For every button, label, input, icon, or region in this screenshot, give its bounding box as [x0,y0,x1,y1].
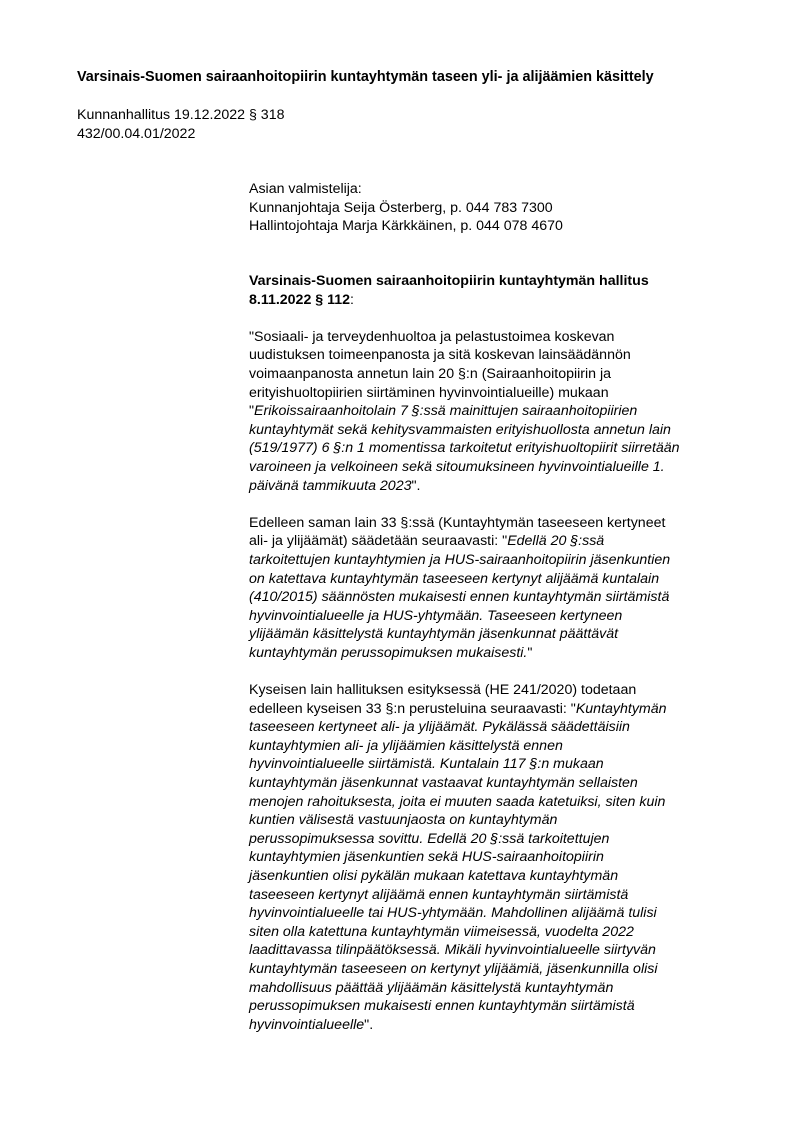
document-title: Varsinais-Suomen sairaanhoitopiirin kuntayhtymän taseen yli- ja alijäämien käsittely [77,69,654,85]
quoted-text: päivänä tammikuuta 2023 [249,477,412,494]
quoted-text: laadittavassa tilinpäätöksessä. Mikäli hyvinvointialueelle siirtyvän [249,942,656,959]
body-text-run: edelleen kyseisen 33 §:n perusteluina seuraavasti: " [249,700,576,717]
paragraph-line [249,532,729,551]
quoted-text: menojen rahoituksesta, joita ei muuten saada katetuiksi, siten kuin [249,793,666,810]
paragraph-line [249,774,729,793]
quoted-text: Erikoissairaanhoitolain 7 §:ssä mainittujen sairaanhoitopiirien [254,403,638,420]
paragraph-line [249,365,729,384]
quoted-text: hyvinvointialueelle siirtämistä. Kuntalain 117 §:n mukaan [249,756,604,773]
paragraph-line [249,793,729,812]
body-text-run: ali- ja ylijäämät) säädetään seuraavasti: " [249,533,508,550]
quoted-text: kuntayhtymän perussopimuksen mukaisesti. [249,644,528,661]
body-text-run: " [249,403,255,420]
quoted-text: hyvinvointialueelle [249,1016,365,1033]
quoted-text: taseeseen kertynyt alijäämä ennen kuntayhtymän siirtämistä [249,886,629,903]
board-title: Varsinais-Suomen sairaanhoitopiirin kuntayhtymän hallitus [249,273,649,289]
quoted-text: (519/1977) 6 §:n 1 momentissa tarkoitetut erityishuoltopiirit siirretään [249,440,680,457]
paragraph-line [249,607,729,626]
paragraph-line [249,737,729,756]
preparer-line: Kunnanjohtaja Seija Österberg, p. 044 783 7300 [249,199,553,216]
body-text-run: "Sosiaali- ja terveydenhuoltoa ja pelastustoimea koskevan [249,328,615,345]
paragraph-line [249,941,729,960]
paragraph-line [249,328,729,347]
paragraph-line [249,1016,729,1035]
quoted-text: Kuntayhtymän [575,700,667,717]
quoted-text: tarkoitettujen kuntayhtymien ja HUS-sairaanhoitopiirin jäsenkuntien [249,551,671,568]
paragraph-line [249,551,729,570]
paragraph-line [249,755,729,774]
quoted-text: kuntien välisestä vastuunjaosta on kuntayhtymän [249,812,558,829]
paragraph-line [249,997,729,1016]
paragraph-line [249,923,729,942]
paragraph-line [249,384,729,403]
quoted-text: kuntayhtymien jäsenkuntien sekä HUS-sairaanhoitopiirin [249,849,604,866]
board-section [249,272,729,1034]
paragraph-line [249,848,729,867]
quoted-text: taseeseen kertyneet ali- ja ylijäämät. Pykälässä säädettäisiin [249,719,630,736]
quoted-text: varoineen ja velkoineen sekä sitoumuksineen hyvinvointialueille 1. [249,458,665,475]
body-text-run: erityishuoltopiirien siirtäminen hyvinvointialueille) mukaan [249,384,609,401]
quoted-text: hyvinvointialueelle ja HUS-yhtymään. Taseeseen kertyneen [249,607,623,624]
preparer-heading: Asian valmistelija: [249,181,362,197]
body-text-run: ". [364,1016,374,1033]
paragraph-line [249,421,729,440]
paragraph-line [249,979,729,998]
paragraph-line [249,867,729,886]
preparer-line: Hallintojohtaja Marja Kärkkäinen, p. 044 078 4670 [249,218,563,235]
meeting-info [77,106,284,143]
paragraph-line [249,625,729,644]
paragraph-line [249,570,729,589]
paragraph-line [249,588,729,607]
paragraph-line [249,458,729,477]
quoted-text: ylijäämän käsittelystä kuntayhtymän jäsenkunnat päättävät [249,626,619,643]
quoted-text: kuntayhtymän jäsenkunnat vastaavat kuntayhtymän sellaisten [249,775,638,792]
quoted-text: hyvinvointialueelle tai HUS-yhtymään. Mahdollinen alijäämä tulisi [249,905,657,922]
body-text-run: ". [411,477,421,494]
board-decision-ref [249,291,729,310]
quoted-text: (410/2015) säännösten mukaisesti ennen kuntayhtymän siirtämistä [249,589,670,606]
quoted-text: kuntayhtymät sekä kehitysvammaisten erityishuollosta annetun lain [249,421,671,438]
paragraph-line [249,644,729,663]
reference-number: 432/00.04.01/2022 [77,125,196,142]
body-text-run: " [527,644,533,661]
paragraph-line [249,904,729,923]
paragraph-line [249,477,729,496]
quoted-text: siten olla katettuna kuntayhtymän viimeisessä, vuodelta 2022 [249,923,634,940]
preparer-block [249,180,729,236]
quoted-text: kuntayhtymien ali- ja ylijäämien käsittelystä ennen [249,737,563,754]
paragraph-line [249,830,729,849]
paragraph-line [249,514,729,533]
paragraph-line [249,960,729,979]
quoted-text: jäsenkuntien olisi pykälän mukaan katettava kuntayhtymän [249,868,619,884]
paragraph-line [249,439,729,458]
body-text [249,328,729,1035]
paragraph [249,328,729,495]
quoted-text: perussopimuksessa sovittu. Edellä 20 §:ssä tarkoitettujen [249,830,610,847]
quoted-text: mahdollisuus päättää ylijäämän käsittelystä kuntayhtymän [249,979,614,996]
paragraph-line [249,718,729,737]
paragraph-line [249,681,729,700]
body-text-run: uudistuksen toimeenpanosta ja sitä koskevan lainsäädännön [249,347,631,364]
board-decision-colon: : [350,291,354,308]
paragraph-line [249,700,729,719]
meeting-line: Kunnanhallitus 19.12.2022 § 318 [77,107,285,123]
quoted-text: kuntayhtymän taseeseen on kertynyt ylijäämiä, jäsenkunnilla olisi [249,960,658,977]
paragraph-line [249,811,729,830]
body-text-run: voimaanpanosta annetun lain 20 §:n (Sairaanhoitopiirin ja [249,365,612,382]
paragraph [249,681,729,1034]
body-text-run: Edelleen saman lain 33 §:ssä (Kuntayhtymän taseeseen kertyneet [249,514,666,531]
body-text-run: Kyseisen lain hallituksen esityksessä (HE 241/2020) todetaan [249,682,637,699]
quoted-text: perussopimuksen mukaisesti ennen kuntayhtymän siirtämistä [249,998,635,1015]
board-decision-date: 8.11.2022 § 112 [249,291,350,308]
paragraph-line [249,886,729,905]
paragraph-line [249,402,729,421]
quoted-text: on katettava kuntayhtymän taseeseen kertynyt alijäämä kuntalain [249,570,660,587]
quoted-text: Edellä 20 §:ssä [507,533,605,550]
paragraph-line [249,346,729,365]
paragraph [249,514,729,663]
